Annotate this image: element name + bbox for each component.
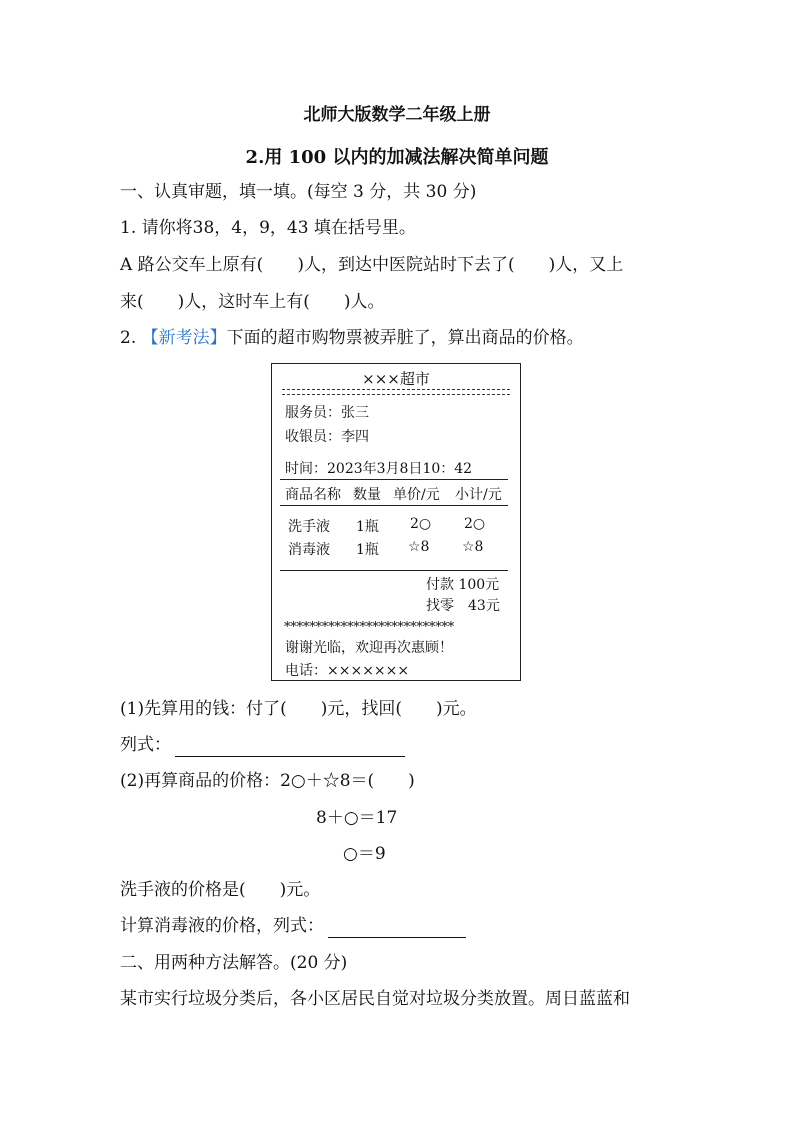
disinfectant-formula [120,914,466,938]
receipt-divider [280,505,508,506]
section1-heading: 一、认真审题，填一填。(每空 3 分，共 30 分) [120,182,477,202]
receipt-item-qty: 1瓶 [356,519,379,535]
receipt-item-name: 洗手液 [288,519,330,535]
receipt-divider [280,570,508,571]
q2-prompt [120,326,584,350]
formula-blank[interactable] [175,738,405,757]
receipt-change: 找零 43元 [426,598,500,614]
receipt-item-price: ☆8 [408,539,430,555]
unit-title: 2.用 100 以内的加减法解决简单问题 [245,147,549,168]
receipt-clerk: 服务员：张三 [285,405,369,421]
q1-line1: A 路公交车上原有( )人，到达中医院站时下去了( )人，又上 [120,255,624,275]
receipt-phone: 电话：××××××× [285,663,410,679]
equation-1: 8＋○＝17 [316,808,398,828]
q1-line2: 来( )人，这时车上有( )人。 [120,292,385,312]
receipt-header-name: 商品名称 [285,487,341,503]
receipt-cashier: 收银员：李四 [285,429,369,445]
formula-label: 计算消毒液的价格，列式： [120,916,324,936]
receipt-item-name: 消毒液 [288,542,330,558]
formula-blank[interactable] [328,919,466,938]
section2-text: 某市实行垃圾分类后，各小区居民自觉对垃圾分类放置。周日蓝蓝和 [120,989,630,1009]
q2-sub1: (1)先算用的钱：付了( )元，找回( )元。 [120,699,477,719]
receipt-paid: 付款 100元 [426,577,500,593]
new-method-tag: 【新考法】 [141,328,227,348]
q2-sub2: (2)再算商品的价格：2○＋☆8＝( ) [120,771,415,791]
receipt-divider [280,479,508,480]
book-title: 北师大版数学二年级上册 [303,105,491,125]
receipt-divider [282,394,510,395]
q2-text: 下面的超市购物票被弄脏了，算出商品的价格。 [226,328,584,348]
q1-prompt: 1. 请你将38，4，9，43 填在括号里。 [120,218,416,238]
hand-sanitizer-price: 洗手液的价格是( )元。 [120,880,321,900]
section2-heading: 二、用两种方法解答。(20 分) [120,953,348,973]
shopping-receipt [271,363,521,681]
receipt-item-subtotal: 2○ [464,516,486,532]
receipt-thanks: 谢谢光临，欢迎再次惠顾！ [285,640,453,656]
receipt-header-subtotal: 小计/元 [455,487,502,503]
receipt-item-subtotal: ☆8 [462,539,484,555]
formula-label: 列式： [120,735,171,755]
receipt-item-qty: 1瓶 [356,542,379,558]
receipt-store-name: ×××超市 [362,370,430,388]
q2-sub1-formula [120,733,405,757]
receipt-header-price: 单价/元 [393,487,440,503]
receipt-stars: *************************** [284,620,455,635]
receipt-item-price: 2○ [410,516,432,532]
receipt-time: 时间：2023年3月8日10：42 [285,461,473,477]
receipt-header-qty: 数量 [353,487,381,503]
receipt-divider [282,389,510,390]
q2-number: 2. [120,328,137,348]
equation-2: ○＝9 [343,844,386,864]
